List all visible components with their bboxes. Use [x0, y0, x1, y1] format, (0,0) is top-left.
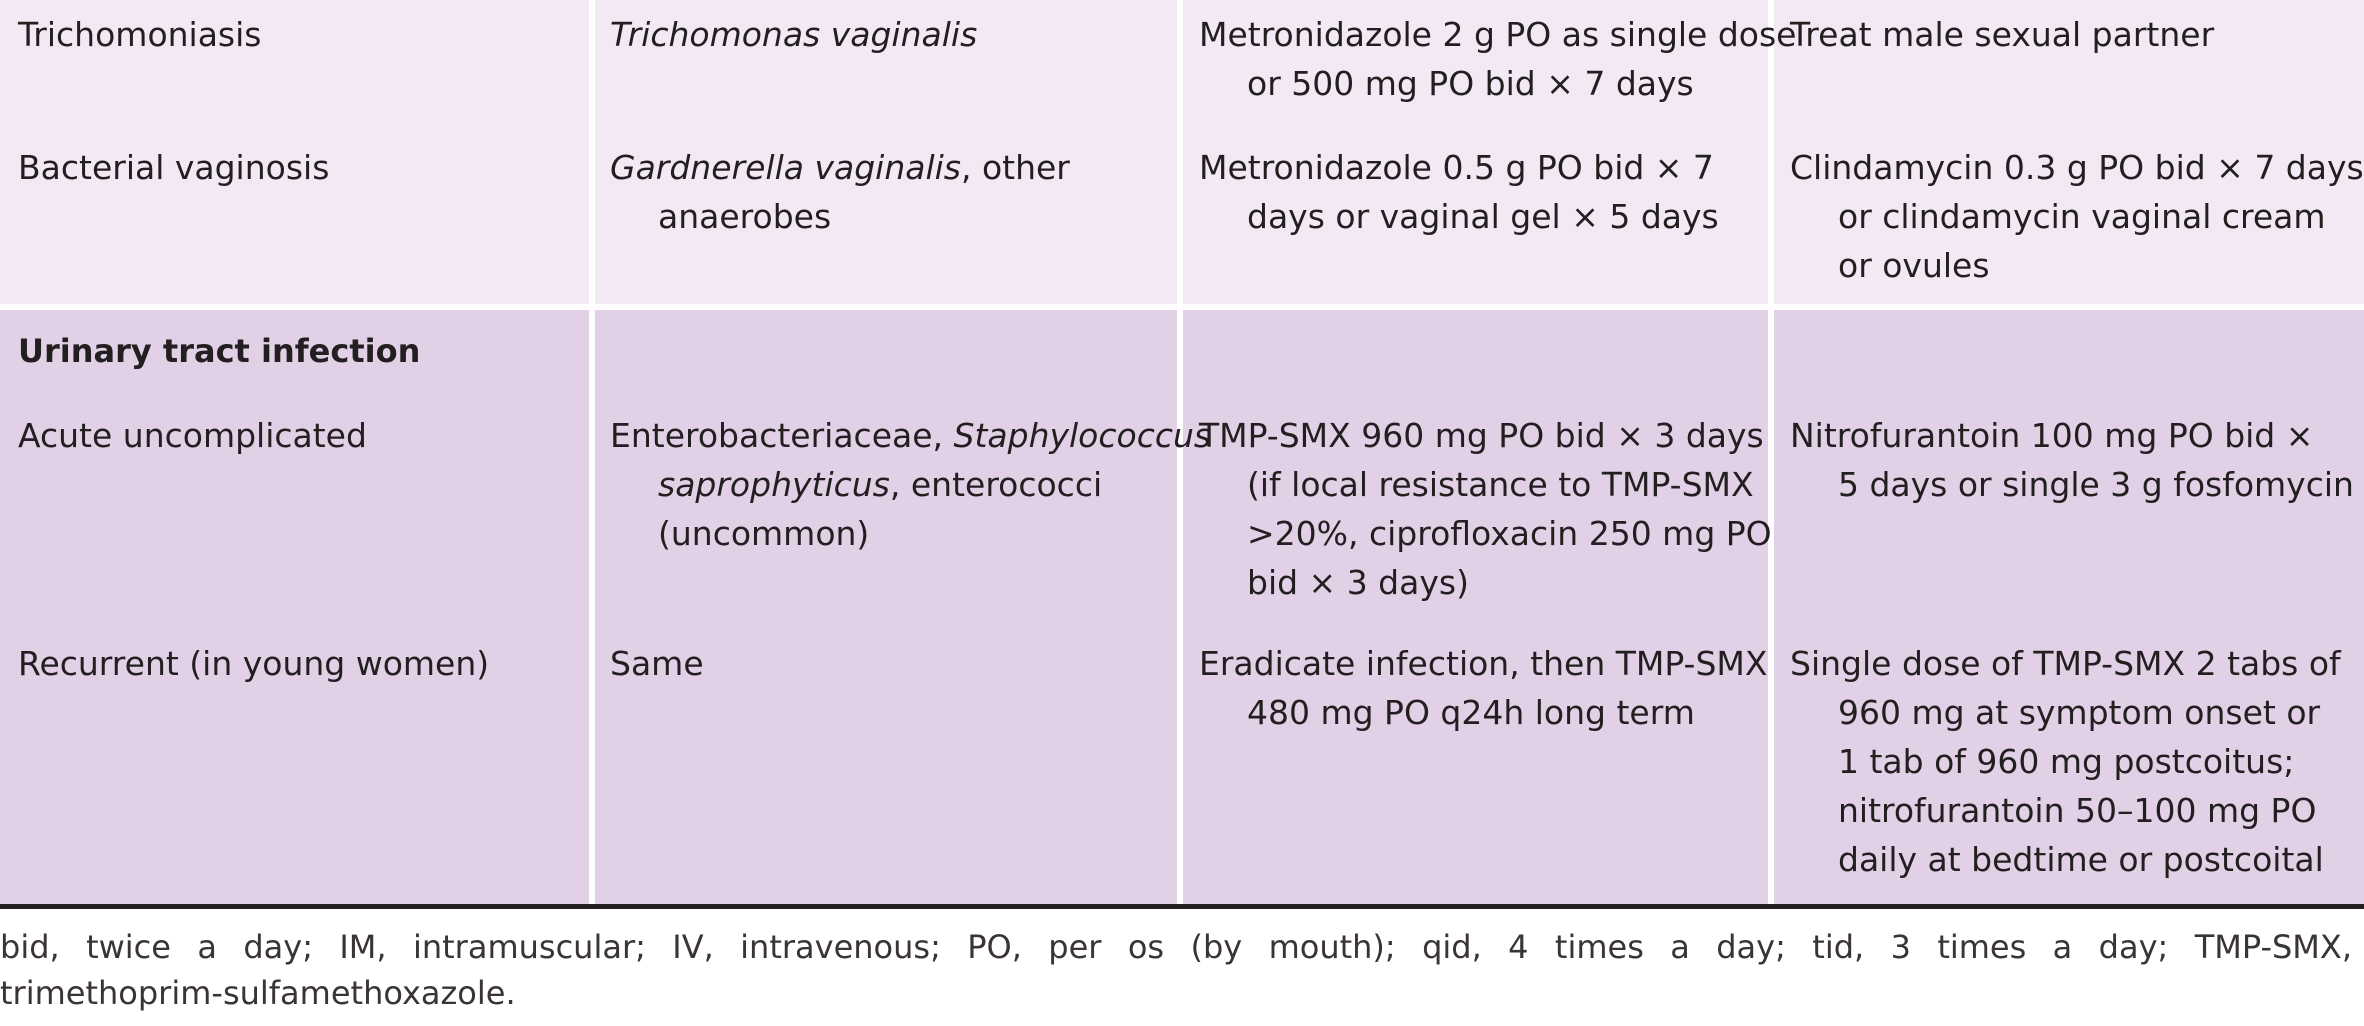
cell-text: Trichomoniasis — [18, 15, 262, 54]
table-row-trichomoniasis-organism — [610, 10, 977, 59]
table-row-acute-uncomplicated-first-line — [1199, 411, 1772, 607]
table-footnote — [0, 924, 2352, 1016]
cell-text: (uncommon) — [658, 514, 870, 553]
cell-text: 480 mg PO q24h long term — [1247, 693, 1695, 732]
cell-text: TMP-SMX 960 mg PO bid × 3 days — [1199, 416, 1764, 455]
column-divider — [589, 0, 595, 904]
cell-text: 5 days or single 3 g fosfomycin — [1838, 465, 2354, 504]
cell-text: Clindamycin 0.3 g PO bid × 7 days — [1790, 148, 2364, 187]
cell-text: Trichomonas vaginalis — [610, 15, 978, 54]
table-row-recurrent-alternative — [1790, 639, 2341, 884]
cell-text: Metronidazole 0.5 g PO bid × 7 — [1199, 148, 1714, 187]
cell-text — [610, 143, 1070, 192]
cell-text: Same — [610, 644, 704, 683]
table-row-acute-uncomplicated-alternative — [1790, 411, 2354, 509]
table-row-bacterial-vaginosis-first-line — [1199, 143, 1719, 241]
section-heading-uti — [18, 327, 420, 376]
organism-rest: , other — [960, 148, 1070, 187]
table-row-trichomoniasis-first-line — [1199, 10, 1796, 108]
organism-italic: Gardnerella vaginalis — [610, 148, 961, 187]
table-row-acute-uncomplicated-organism — [610, 411, 1211, 558]
cell-text: Single dose of TMP-SMX 2 tabs of — [1790, 644, 2341, 683]
organism-italic: Staphylococcus — [953, 416, 1212, 455]
cell-text — [610, 460, 1211, 509]
organism-italic: saprophyticus — [658, 465, 890, 504]
cell-text: (if local resistance to TMP-SMX — [1247, 465, 1754, 504]
cell-text: or clindamycin vaginal cream — [1838, 197, 2326, 236]
table-row-trichomoniasis-alternative — [1790, 10, 2214, 59]
cell-text: Treat male sexual partner — [1790, 15, 2215, 54]
organism-plain: Enterobacteriaceae, — [610, 416, 954, 455]
table-row-bacterial-vaginosis-alternative — [1790, 143, 2364, 290]
cell-text: anaerobes — [658, 197, 832, 236]
cell-text: 960 mg at symptom onset or — [1838, 693, 2321, 732]
organism-rest: , enterococci — [889, 465, 1103, 504]
table-row-recurrent-first-line — [1199, 639, 1768, 737]
table-row-trichomoniasis-condition — [18, 10, 262, 59]
cell-text: bid × 3 days) — [1247, 563, 1469, 602]
cell-text: Nitrofurantoin 100 mg PO bid × — [1790, 416, 2314, 455]
table-row-recurrent-condition — [18, 639, 489, 688]
footnote-line: trimethoprim-sulfamethoxazole. — [0, 974, 516, 1012]
cell-text: 1 tab of 960 mg postcoitus; — [1838, 742, 2295, 781]
table-row-bacterial-vaginosis-condition — [18, 143, 329, 192]
cell-text: days or vaginal gel × 5 days — [1247, 197, 1719, 236]
cell-text: Recurrent (in young women) — [18, 644, 490, 683]
cell-text: Bacterial vaginosis — [18, 148, 330, 187]
cell-text: daily at bedtime or postcoital — [1838, 840, 2324, 879]
cell-text: or 500 mg PO bid × 7 days — [1247, 64, 1694, 103]
table-row-recurrent-organism — [610, 639, 704, 688]
table-bottom-rule — [0, 904, 2364, 909]
cell-text: >20%, ciprofloxacin 250 mg PO — [1247, 514, 1772, 553]
cell-text: or ovules — [1838, 246, 1990, 285]
cell-text — [610, 411, 1211, 460]
cell-text: Eradicate infection, then TMP-SMX — [1199, 644, 1768, 683]
footnote-line: bid, twice a day; IM, intramuscular; IV, intravenous; PO, per os (by mouth); qid, 4 times a day; tid, 3 times a day; TMP-SMX, — [0, 928, 2352, 966]
table-row-acute-uncomplicated-condition — [18, 411, 367, 460]
cell-text: Urinary tract infection — [18, 332, 421, 370]
table-row-bacterial-vaginosis-organism — [610, 143, 1070, 241]
cell-text: nitrofurantoin 50–100 mg PO — [1838, 791, 2317, 830]
cell-text: Metronidazole 2 g PO as single dose — [1199, 15, 1797, 54]
cell-text: Acute uncomplicated — [18, 416, 367, 455]
